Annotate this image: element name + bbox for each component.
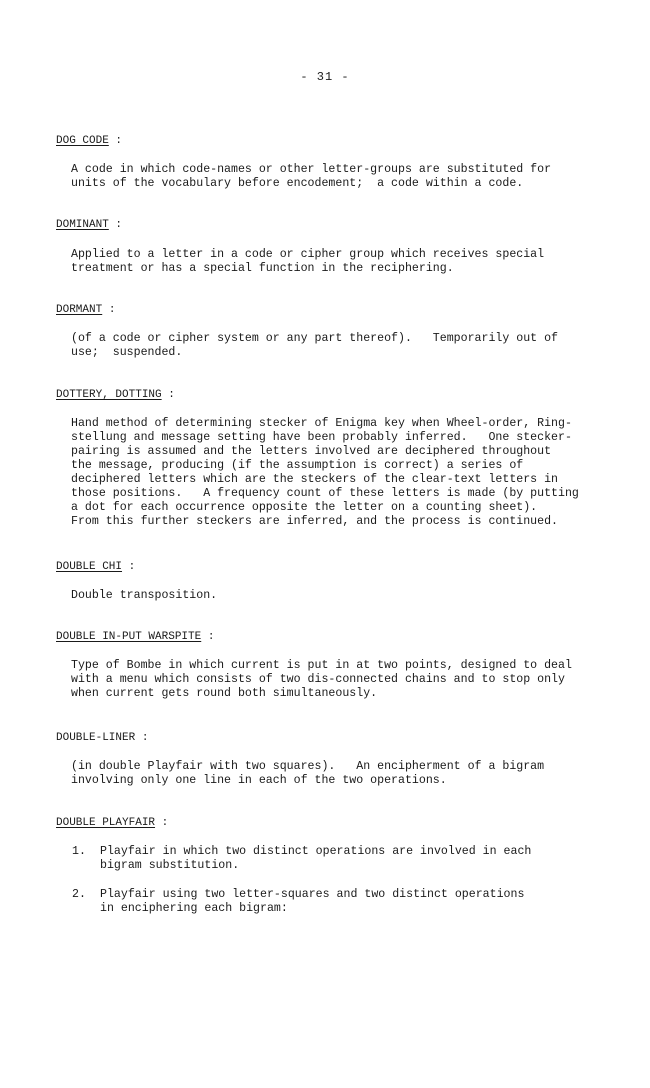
- entry-definition-line: deciphered letters which are the steckers of the clear-text letters in: [71, 473, 559, 486]
- item-number: 1.: [72, 845, 86, 858]
- entry-definition-line: A code in which code-names or other letter-groups are substituted for: [71, 163, 552, 176]
- entry-definition-line: use; suspended.: [71, 346, 183, 359]
- entry-definition-line: Type of Bombe in which current is put in at two points, designed to deal: [71, 659, 572, 672]
- entry-definition-line: units of the vocabulary before encodement; a code within a code.: [71, 177, 524, 190]
- entry-definition-line: in enciphering each bigram:: [100, 902, 288, 915]
- entry-term: DOUBLE PLAYFAIR :: [56, 817, 169, 829]
- entry-definition-line: the message, producing (if the assumption is correct) a series of: [71, 459, 524, 472]
- entry-definition-line: those positions. A frequency count of these letters is made (by putting: [71, 487, 579, 500]
- entry-definition-line: Double transposition.: [71, 589, 218, 602]
- entry-definition-line: (in double Playfair with two squares). An encipherment of a bigram: [71, 760, 545, 773]
- entry-term: DOUBLE CHI :: [56, 561, 136, 573]
- entry-definition-line: treatment or has a special function in the reciphering.: [71, 262, 454, 275]
- entry-definition-line: Playfair using two letter-squares and two distinct operations: [100, 888, 525, 901]
- entry-definition-line: involving only one line in each of the two operations.: [71, 774, 447, 787]
- item-number: 2.: [72, 888, 86, 901]
- page-number: - 31 -: [300, 70, 350, 84]
- entry-definition-line: (of a code or cipher system or any part thereof). Temporarily out of: [71, 332, 559, 345]
- entry-term: DOUBLE-LINER :: [56, 732, 149, 744]
- entry-definition-line: Playfair in which two distinct operations are involved in each: [100, 845, 532, 858]
- entry-term: DOMINANT :: [56, 219, 123, 231]
- entry-definition-line: with a menu which consists of two dis-connected chains and to stop only: [71, 673, 565, 686]
- entry-definition-line: when current gets round both simultaneously.: [71, 687, 378, 700]
- entry-definition-line: a dot for each occurrence opposite the letter on a counting sheet).: [71, 501, 538, 514]
- entry-term: DOTTERY, DOTTING :: [56, 389, 175, 401]
- entry-definition-line: From this further steckers are inferred, and the process is continued.: [71, 515, 559, 528]
- entry-term: DORMANT :: [56, 304, 116, 316]
- entry-definition-line: Applied to a letter in a code or cipher group which receives special: [71, 248, 545, 261]
- entry-term: DOUBLE IN-PUT WARSPITE :: [56, 631, 215, 643]
- entry-term: DOG CODE :: [56, 135, 123, 147]
- entry-definition-line: pairing is assumed and the letters involved are deciphered throughout: [71, 445, 552, 458]
- entry-definition-line: stellung and message setting have been probably inferred. One stecker-: [71, 431, 572, 444]
- entry-definition-line: Hand method of determining stecker of Enigma key when Wheel-order, Ring-: [71, 417, 572, 430]
- entry-definition-line: bigram substitution.: [100, 859, 240, 872]
